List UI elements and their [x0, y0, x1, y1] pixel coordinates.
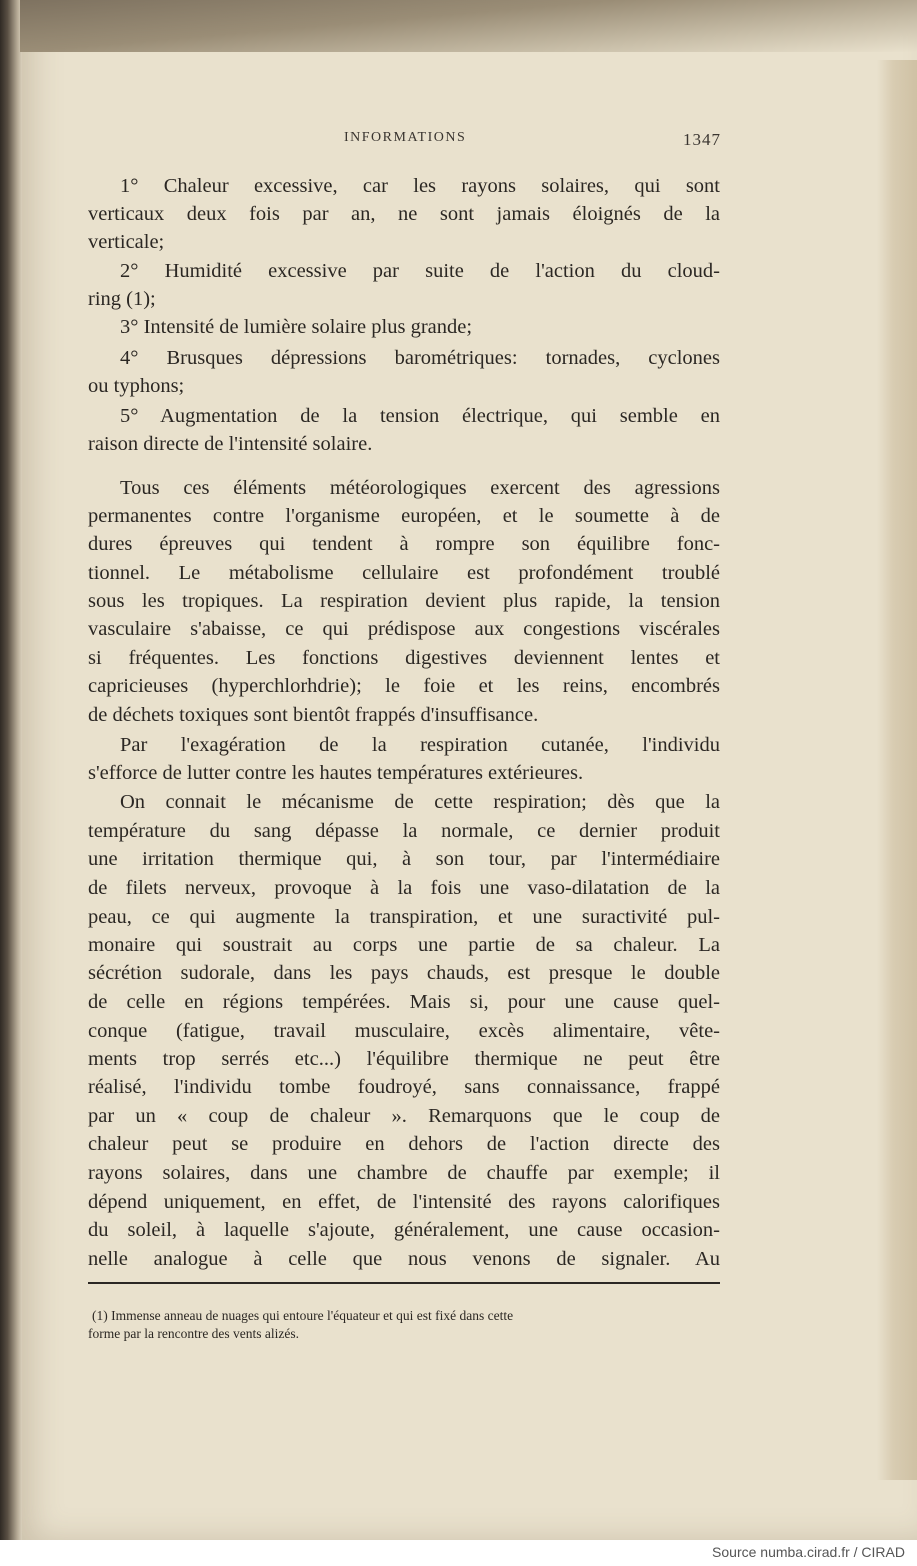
page-top-edge — [20, 0, 917, 52]
text-line: sécrétion sudorale, dans les pays chauds, est presque le double — [88, 962, 720, 984]
text-line: 1° Chaleur excessive, car les rayons solaires, qui sont — [120, 175, 720, 197]
text-line: vasculaire s'abaisse, ce qui prédispose aux congestions viscérales — [88, 618, 720, 640]
text-line: du soleil, à laquelle s'ajoute, généralement, une cause occasion- — [88, 1219, 720, 1241]
text-line: de celle en régions tempérées. Mais si, pour une cause quel- — [88, 991, 720, 1013]
text-line: 3° Intensité de lumière solaire plus grande; — [120, 316, 473, 338]
text-line: une irritation thermique qui, à son tour, par l'intermédiaire — [88, 848, 720, 870]
text-line: Tous ces éléments météorologiques exercent des agressions — [120, 477, 720, 499]
text-line: s'efforce de lutter contre les hautes températures extérieures. — [88, 762, 584, 784]
source-credit: Source numba.cirad.fr / CIRAD — [712, 1544, 905, 1560]
text-line: de filets nerveux, provoque à la fois une vaso-dilatation de la — [88, 877, 720, 899]
text-line: nelle analogue à celle que nous venons de signaler. Au — [88, 1248, 720, 1270]
text-line: dures épreuves qui tendent à rompre son équilibre fonc- — [88, 533, 720, 555]
text-line: si fréquentes. Les fonctions digestives deviennent lentes et — [88, 647, 720, 669]
running-head: INFORMATIONS — [344, 130, 467, 145]
page-fore-edge — [877, 60, 917, 1480]
text-line: température du sang dépasse la normale, ce dernier produit — [88, 820, 720, 842]
text-line: sous les tropiques. La respiration devient plus rapide, la tension — [88, 590, 720, 612]
text-line: On connait le mécanisme de cette respiration; dès que la — [120, 791, 720, 813]
text-line: 5° Augmentation de la tension électrique, qui semble en — [120, 405, 720, 427]
text-line: monaire qui soustrait au corps une partie de sa chaleur. La — [88, 934, 720, 956]
text-line: par un « coup de chaleur ». Remarquons que le coup de — [88, 1105, 720, 1127]
footnote-line: forme par la rencontre des vents alizés. — [88, 1326, 300, 1341]
text-line: Par l'exagération de la respiration cutanée, l'individu — [120, 734, 720, 756]
text-line: 4° Brusques dépressions barométriques: tornades, cyclones — [120, 347, 720, 369]
text-line: capricieuses (hyperchlorhdrie); le foie et les reins, encombrés — [88, 675, 720, 697]
text-line: conque (fatigue, travail musculaire, excès alimentaire, vête- — [88, 1020, 720, 1042]
text-line: ring (1); — [88, 288, 156, 310]
text-line: raison directe de l'intensité solaire. — [88, 433, 373, 455]
footnote-line: (1) Immense anneau de nuages qui entoure l'équateur et qui est fixé dans cette — [92, 1308, 514, 1323]
text-line: réalisé, l'individu tombe foudroyé, sans connaissance, frappé — [88, 1076, 720, 1098]
text-line: chaleur peut se produire en dehors de l'action directe des — [88, 1133, 720, 1155]
text-line: 2° Humidité excessive par suite de l'action du cloud- — [120, 260, 720, 282]
text-line: dépend uniquement, en effet, de l'intensité des rayons calorifiques — [88, 1191, 720, 1213]
text-line: ments trop serrés etc...) l'équilibre thermique ne peut être — [88, 1048, 720, 1070]
text-line: tionnel. Le métabolisme cellulaire est profondément troublé — [88, 562, 720, 584]
book-binding-edge — [0, 0, 22, 1540]
text-line: permanentes contre l'organisme européen, et le soumette à de — [88, 505, 720, 527]
text-line: verticaux deux fois par an, ne sont jamais éloignés de la — [88, 203, 720, 225]
text-line: rayons solaires, dans une chambre de chauffe par exemple; il — [88, 1162, 720, 1184]
text-line: peau, ce qui augmente la transpiration, et une suractivité pul- — [88, 906, 720, 928]
text-line: verticale; — [88, 231, 165, 253]
text-line: de déchets toxiques sont bientôt frappés d'insuffisance. — [88, 704, 539, 726]
text-line: ou typhons; — [88, 375, 185, 397]
page-number: 1347 — [683, 130, 721, 149]
footnote-rule — [88, 1282, 720, 1284]
